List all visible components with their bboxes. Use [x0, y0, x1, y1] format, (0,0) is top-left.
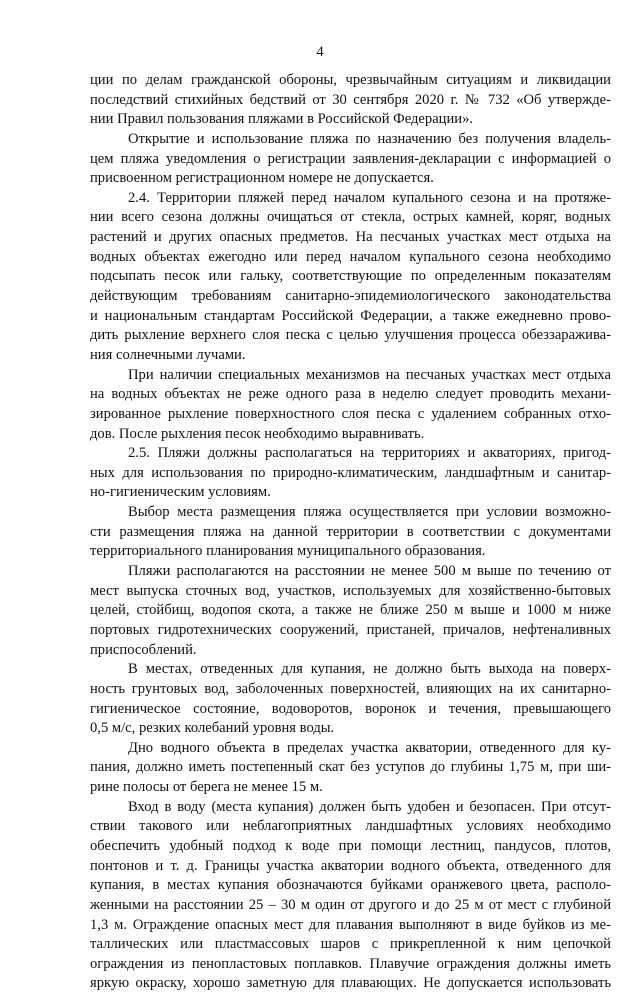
text-line: водных объектах ежегодно или перед началом купального сезона необходимо: [90, 248, 611, 265]
text-line: ния солнечными лучами.: [90, 346, 246, 363]
text-line: дов. После рыхления песок необходимо выравнивать.: [90, 425, 425, 442]
text-line: пания, должно иметь постепенный скат без уступов до глубины 1,75 м, при ши-: [90, 759, 611, 776]
text-line: зированное рыхление поверхностного слоя песка с удалением собранных отхо-: [90, 405, 611, 422]
text-line: В местах, отведенных для купания, не должно быть выхода на поверх-: [128, 661, 611, 678]
text-line: ных для использования по природно-климатическим, ландшафтным и санитар-: [90, 464, 611, 481]
paragraph: [90, 71, 611, 130]
text-line: рине полосы от берега не менее 15 м.: [90, 779, 323, 796]
text-line: гигиеническое состояние, водоворотов, воронок и течения, превышающего: [90, 700, 611, 717]
text-line: 2.4. Территории пляжей перед началом купального сезона и на протяже-: [128, 189, 611, 206]
text-line: растений и других опасных предметов. На песчаных участках мест отдыха на: [90, 229, 611, 246]
paragraph: [90, 130, 611, 189]
text-line: присвоенном регистрационном номере не допускается.: [90, 170, 434, 187]
text-line: Вход в воду (места купания) должен быть удобен и безопасен. При отсут-: [128, 798, 611, 815]
paragraph: [90, 189, 611, 366]
text-line: нии Правил пользования пляжами в Российской Федерации».: [90, 111, 474, 128]
text-line: и национальным стандартам Российской Федерации, а также ежедневно прово-: [90, 307, 611, 324]
paragraph: [90, 366, 611, 445]
text-line: Дно водного объекта в пределах участка акватории, отведенного для ку-: [128, 739, 611, 756]
text-line: действующим требованиям санитарно-эпидемиологического законодательства: [90, 288, 611, 305]
document-body: [90, 71, 611, 994]
paragraph: [90, 562, 611, 660]
text-line: 2.5. Пляжи должны располагаться на территориях и акваториях, пригод-: [128, 445, 611, 462]
paragraph: [90, 503, 611, 562]
text-line: ность грунтовых вод, заболоченных поверхностей, влияющих на их санитарно-: [90, 680, 611, 697]
page-number: 4: [316, 44, 324, 60]
text-line: яркую окраску, хорошо заметную для плавающих. Не допускается использовать: [90, 975, 611, 992]
paragraph: [90, 444, 611, 503]
text-line: ограждения из пенопластовых поплавков. Плавучие ограждения должны иметь: [90, 955, 611, 972]
text-line: подсыпать песок или гальку, соответствующие по определенным показателям: [90, 268, 611, 285]
text-line: ствии такового или неблагоприятных ландшафтных условиях необходимо: [90, 818, 611, 835]
text-line: 1,3 м. Ограждение опасных мест для плавания выполняют в виде буйков из ме-: [90, 916, 611, 933]
paragraph: [90, 739, 611, 798]
text-line: Выбор места размещения пляжа осуществляется при условии возможно-: [128, 504, 611, 521]
paragraph: [90, 660, 611, 739]
text-line: последствий стихийных бедствий от 30 сентября 2020 г. № 732 «Об утвержде-: [90, 91, 611, 108]
paragraph: [90, 798, 611, 994]
text-line: мест выпуска сточных вод, участков, используемых для хозяйственно-бытовых: [90, 582, 611, 599]
text-line: понтонов и т. д. Границы участка акватории водного объекта, отведенного для: [90, 857, 611, 874]
text-line: 0,5 м/с, резких колебаний уровня воды.: [90, 720, 335, 737]
text-line: Пляжи располагаются на расстоянии не менее 500 м выше по течению от: [128, 563, 611, 580]
text-line: Открытие и использование пляжа по назначению без получения владель-: [128, 130, 611, 147]
text-line: купания, в местах купания обозначаются буйками оранжевого цвета, располо-: [90, 877, 611, 894]
text-line: При наличии специальных механизмов на песчаных участках мест отдыха: [128, 366, 611, 383]
text-line: дить рыхление верхнего слоя песка с целью улучшения процесса обеззаражива-: [90, 327, 611, 344]
text-line: территориального планирования муниципального образования.: [90, 543, 486, 560]
text-line: цем пляжа уведомления о регистрации заявления-декларации с информацией о: [90, 150, 611, 167]
text-line: нии всего сезона должны очищаться от стекла, острых камней, коряг, водных: [90, 209, 611, 226]
text-line: но-гигиеническим условиям.: [90, 484, 271, 501]
text-line: обеспечить удобный подход к воде при помощи лестниц, пандусов, плотов,: [90, 837, 611, 854]
text-line: женными на расстоянии 25 – 30 м один от другого и до 25 м от мест с глубиной: [90, 896, 611, 913]
text-line: портовых гидротехнических сооружений, пристаней, причалов, нефтеналивных: [90, 621, 611, 638]
text-line: на водных объектах не реже одного раза в неделю следует проводить механи-: [90, 386, 611, 403]
text-line: приспособлений.: [90, 641, 197, 658]
text-line: таллических или пластмассовых шаров с прикрепленной к ним цепочкой: [90, 936, 611, 953]
text-line: сти размещения пляжа на данной территории в соответствии с документами: [90, 523, 611, 540]
text-line: целей, стойбищ, водопоя скота, а также не ближе 250 м выше и 1000 м ниже: [90, 602, 611, 619]
text-line: ции по делам гражданской обороны, чрезвычайным ситуациям и ликвидации: [90, 72, 611, 88]
